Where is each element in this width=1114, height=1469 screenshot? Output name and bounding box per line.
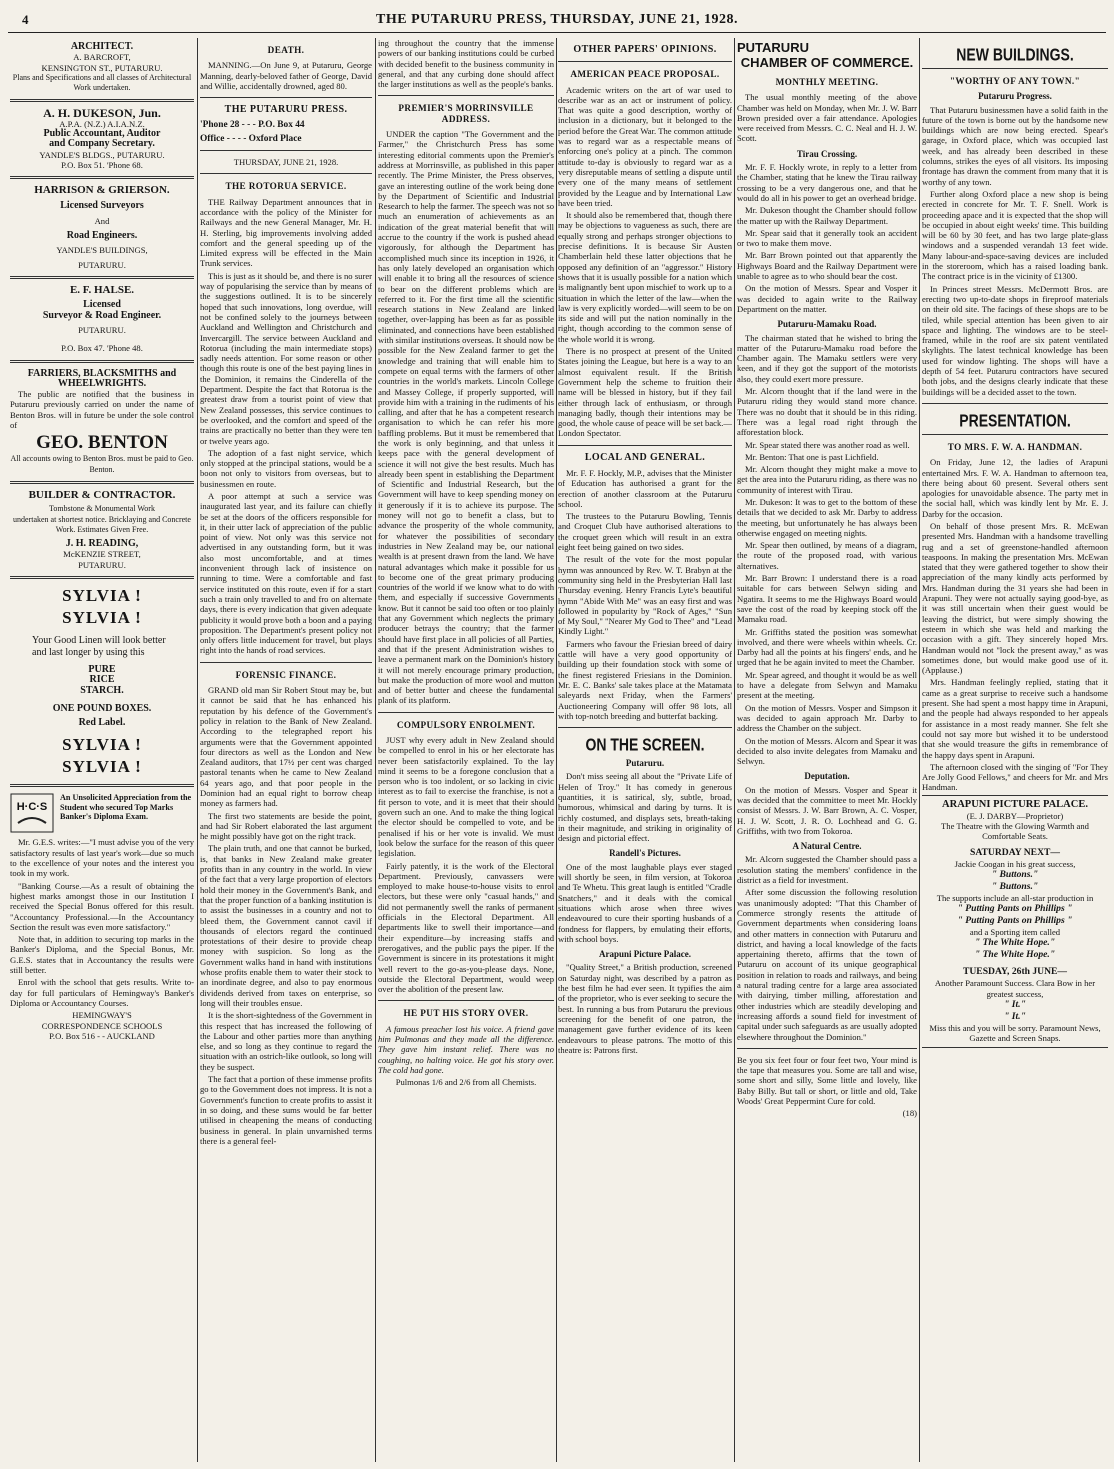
hcs-logo-icon: [10, 793, 54, 833]
column-1: [10, 38, 194, 1462]
rotorua-heading: THE ROTORUA SERVICE.: [225, 181, 347, 192]
dukeson-ad: A. H. DUKESON, Jun. A.P.A. (N.Z.) A.I.A.N.Z. Public Accountant, Auditor and Company Secretary. YANDLE'S BLDGS., PUTARURU. P.O. Box 51. 'Phone 68.: [39, 106, 165, 170]
column-4: OTHER PAPERS' OPINIONS. AMERICAN PEACE PROPOSAL. Academic writers on the art of war used to describe war as an act or instrument of policy. That was quite a good description, worthy of inclusion in a dictionary, but it belonged to the period before the Great War. The common attitude was to regard war as a respectable means of enforcing one's policy at a pinch. The common attitude to-day is obviously to regard war as a very disreputable means of settling a dispute until every one of the many means of settlement provided by the League and by International Law have been tried. It should also be remembered that, though there may be objections to vagueness as such, there are equally strong and perhaps stronger objections to precise definitions. It is because Sir Austen Chamberlain held these latter objections that he opposed any definition of an "aggressor." History shows that it is usually possible for a nation which is malignantly bent upon mischief to work up to a situation in which the letter of the law—when the law is very explicitly worded—will seem to be on its side and will put the nation nominally in the right, though according to the common sense of the whole world it is wrong. There is no prospect at present of the United States joining the League, but here is a way to an almost equivalent result. If the British Government help the scheme to fruition their name will be blessed in history, but if they fail either through lack of enthusiasm, or through managing badly, though their intentions may be good, the whole cause of peace will be set back.—London Spectator. LOCAL AND GENERAL. Mr. F. F. Hockly, M.P., advises that the Minister of Education has authorised a grant for the erection of another classroom at the Putaruru school. The trustees to the Putaruru Bowling, Tennis and Croquet Club have authorised alterations to the croquet green which will result in an extra eight feet being gained on two sides. The result of the vote for the most popular hymn was announced by Rev. W. T. Brabyn at the community sing held in the Presbyterian Hall last Thursday evening. Henry Francis Lyte's beautiful hymn "Abide With Me" was an easy first and was followed in popularity by "Rock of Ages," "Sun of My Soul," "Nearer My God to Thee" and "Lead Kindly Light." Farmers who favour the Friesian breed of dairy cattle will have a very good opportunity of building up their foundation stock with some of the finest registered Friesians in the Dominion. Mr. E. C. Banks' sale takes place at the Matamata saleyards next Friday, when the Farmers' Auctioneering Company will offer 98 lots, all with top-notch breeding and butterfat backing. ON THE SCREEN. Putaruru. Don't miss seeing all about the "Private Life of Helen of Troy." It has comedy in generous quantities, it is satirical, sly, subtle, broad, humorous, whimsical and daring by turns. It is richly costumed, and displays sets, breath-taking in their magnitude, and striking in originality of design and pictorial effect. Randell's Pictures. One of the most laughable plays ever staged will shortly be seen, in film version, at Tokoroa and Te Whetu. This great laugh is entitled "Cradle Snatchers," and it deals with the comical situations which arose when three wives endeavoured to cure their sporting husbands of a fondness for flappers, by emulating their efforts, with school boys. Arapuni Picture Palace. "Quality Street," a British production, screened on Saturday night, was described by a patron as the best film he had ever seen. It typifies the aim of the proprietor, who is ever seeking to secure the best. In running a bus from Putaruru the previous screening for the benefit of one patron, the management gave further evidence of its keen endeavours to please patrons. The motto of this theatre is: Patrons first.: [558, 44, 732, 1055]
opinions-heading: OTHER PAPERS' OPINIONS.: [573, 44, 717, 55]
column-rule: [734, 38, 735, 1462]
new-buildings-heading: NEW BUILDINGS.: [956, 44, 1074, 64]
column-2: DEATH. MANNING.—On June 9, at Putaruru, George Manning, dearly-beloved father of George, David and Willie, accidentally drowned, aged 80. THE PUTARURU PRESS. 'Phone 28 - - - P.O. Box 44 Office - - - - Oxford Place THURSDAY, JUNE 21, 1928. THE ROTORUA SERVICE. THE Railway Department announces that in accordance with the policy of the Minister for Railways and the new General Manager, Mr. H. H. Sterling, big improvements involving added comfort and the general speeding up of the Limited express will be effected in the Main Trunk services. This is just as it should be, and there is no surer way of popularising the service than by means of the suggestions outlined. It is to be sincerely hoped that such innovations, long overdue, will not be confined solely to the journeys between Auckland and Wellington and Christchurch and Invercargill. The service between Auckland and Rotorua (including the main intermediate stops) sadly needs attention. For some reason or other though this route is one of the best paying lines in the Dominion, it remains the Cinderella of the Department. Despite the fact that Rotorua is the greatest draw from a tourist point of view that New Zealand possesses, this service continues to be overlooked, and the comfort and speed of the trains are practically no better than they were ten or twelve years ago. The adoption of a fast night service, which only stopped at the principal stations, would be a boon not only to visitors from overseas, but to businessmen en route. A poor attempt at such a service was inaugurated last year, and its failure can chiefly be set at the doors of the officers responsible for it, in their utter lack of appreciation of the public point of view. Not only was this service not advertised in any outstanding form, but it was also most uncomfortable, and at times inconvenient through lack of insistence on running to time. Were a comfortable and fast service instituted on this route, even if for a start such a train only travelled to and fro on alternate days, there is every indication that given adequate publicity it would prove both a boon and a paying proposition. The Department's present policy not only offers little inducement for travel, but plays right into the hands of road services. FORENSIC FINANCE. GRAND old man Sir Robert Stout may be, but it cannot be said that he has enhanced his reputation by his defence of the Government's policy in relation to the Bank of New Zealand. According to the telegraphed report his arguments were that the Government appointed four directors as well as the London and New Zealand auditors, that 17½ per cent was charged pastoral tenants when he came to New Zealand 64 years ago, and that poor people in the Dominion had an equal right to borrow cheap money as farmers had. The first two statements are beside the point, and had Sir Robert elaborated the last argument he might possibly have got on the right track. The plain truth, and one that cannot be burked, is, that banks in New Zealand make greater profits than in any country in the world. In view of the fact that a very large proportion of electors hold their money in the Government's Bank, and that the proper function of a banking institution is to assist the businesses in a country and not to bleed them, the Government cannot cavil if thousands of electors regard the continued protestations of their desire to provide cheap money with suspicion. So long as the Government walks hand in hand with institutions whose profits enable them to water their stock to an inordinate degree, and also to pay enormous dividends derived from taxes on enterprise, so long will their troubles ensue. It is the short-sightedness of the Government in this respect that has increased the following of the Labour and other parties more than anything else, and so long as they continue to regard the situation with an ostrich-like outlook, so long will they be suspect. The fact that a portion of these immense profits go to the Government does not impress. It is not a Government's function to create profits to assist it in so doing, and these sums would be far better utilised in cheapening the means of conducting business in general. In plain unvarnished terms there is a general feel-: [200, 45, 372, 1146]
presentation-heading: PRESENTATION.: [959, 409, 1071, 430]
page-number: 4: [22, 12, 29, 27]
sylvia-starch-ad: SYLVIA ! SYLVIA ! Your Good Linen will look better and last longer by using this PURE RICE STARCH. ONE POUND BOXES. Red Label. SYLVIA ! SYLVIA !: [32, 585, 166, 777]
arapuni-picture-palace-ad: ARAPUNI PICTURE PALACE. (E. J. DARBY—Proprietor) The Theatre with the Glowing Warmth and Comfortable Seats. SATURDAY NEXT— Jackie Coogan in his great success, " Buttons." " Buttons." The supports include an all-star production in " Putting Pants on Phillips " " Putting Pants on Phillips " and a Sporting item called " The White Hope." " The White Hope." TUESDAY, 26th JUNE— Another Paramount Success. Clara Bow in her greatest success, " It." " It." Miss this and you will be sorry. Paramount News, Gazette and Screen Snaps.: [922, 795, 1108, 1048]
local-general-heading: LOCAL AND GENERAL.: [584, 451, 706, 463]
compulsory-heading: COMPULSORY ENROLMENT.: [396, 719, 536, 730]
story-heading: HE PUT HIS STORY OVER.: [403, 1008, 529, 1019]
harrison-grierson-ad: HARRISON & GRIERSON. Licensed Surveyors And Road Engineers. YANDLE'S BUILDINGS, PUTARURU.: [34, 184, 170, 270]
paper-title: THE PUTARURU PRESS.: [224, 104, 348, 116]
forensic-heading: FORENSIC FINANCE.: [235, 669, 337, 680]
column-rule: [556, 38, 557, 1462]
farriers-ad: FARRIERS, BLACKSMITHS and WHEELWRIGHTS. The public are notified that the business in Putaruru previously carried on under the name of Benton Bros. will in future be under the sole control of GEO. BENTON All accounts owing to Benton Bros. must be paid to Geo. Benton.: [10, 367, 194, 474]
issue-date: THURSDAY, JUNE 21, 1928.: [233, 157, 339, 168]
column-rule: [197, 38, 198, 1462]
column-5: PUTARURU CHAMBER OF COMMERCE. MONTHLY MEETING. The usual monthly meeting of the above Chamber was held on Monday, when Mr. J. W. Barr Brown presided over a fair attendance. Apologies were received from Messrs. C. C. Neal and H. J. W. Scott. Tirau Crossing. Mr. F. F. Hockly wrote, in reply to a letter from the Chamber, stating that he knew the Tirau railway crossing to be a very dangerous one, and that he would do all in his power to get an overhead bridge. Mr. Dukeson thought the Chamber should follow the matter up with the Railway Department. Mr. Spear said that it generally took an accident or two to make them move. Mr. Barr Brown pointed out that apparently the Highways Board and the Railway Department were unable to agree as to who should bear the cost. On the motion of Messrs. Spear and Vosper it was decided to again write to the Railway Department on the matter. Putaruru-Mamaku Road. The chairman stated that he wished to bring the matter of the Putaruru-Mamaku road before the Chamber again. The Mamaku settlers were very keen, and if they got the support of the motorists also, they could exert more pressure. Mr. Alcorn thought that if the land were in the Putaruru riding they would stand more chance. There was no doubt that it should be in this riding. There was a legal road right through the afforestation block. Mr. Spear stated there was another road as well. Mr. Benton: That one is past Lichfield. Mr. Alcorn thought they might make a move to get the area into the Putaruru riding, as there was no community of interest with Tirau. Mr. Dukeson: It was to get to the bottom of these details that we decided to ask Mr. Darby to address the meeting, but unfortunately he has always been otherwise engaged on meeting nights. Mr. Spear then outlined, by means of a diagram, the route of the proposed road, with various alternatives. Mr. Barr Brown: I understand there is a road suitable for cars between Selwyn siding and Ngatira. It seems to me the Highways Board would save the cost of the road by keeping stock off the Mamaku road. Mr. Griffiths stated the position was somewhat involved, and there were wheels within wheels. Cr. Darby had all the points at his fingers' ends, and he urged that he be again invited to meet the Chamber. Mr. Spear agreed, and thought it would be as well to have a delegate from Selwyn and Mamaku present at the meeting. On the motion of Messrs. Vosper and Simpson it was decided to again approach Mr. Darby to address the Chamber on the subject. On the motion of Messrs. Alcorn and Spear it was decided to also invite delegates from Mamaku and Selwyn. Deputation. On the motion of Messrs. Vosper and Spear it was decided that the committee to meet Mr. Hockly consist of Messrs. J. W. Barr Brown, A. C. Vosper, H. J. W. Scott, J. R. O. Lochhead and G. G. Griffiths, with two from Tokoroa. A Natural Centre. Mr. Alcorn suggested the Chamber should pass a resolution stating the members' confidence in the district as a field for investment. After some discussion the following resolution was unanimously adopted: "That this Chamber of Commerce strongly resents the attitude of Government departments when considering loans and other matters in connection with Putaruru and district, and having a local knowledge of the facts appertaining thereto, affirms that the town of Putaruru on account of its unique geographical position in relation to roads and railways, and being a natural trading centre for a large area associated with dairying, timber milling, afforestation and other industries which are steadily developing and increasing affords a sound field for investment of capital under such safeguards as are usually adopted elsewhere throughout the Dominion." Be you six feet four or four feet two, Your mind is the tape that measures you. Some are tall and wise, some short and silly, Some little and lovely, like Baby Billy. But tall or short, or little and old, Take Woods' Great Peppermint Cure for cold. (18): [737, 40, 917, 1119]
builder-ad: BUILDER & CONTRACTOR. Tombstone & Monumental Work undertaken at shortest notice. Bricklaying and Concrete Work. Estimates Given Free. J. H. READING, McKENZIE STREET, PUTARURU.: [13, 488, 191, 570]
column-rule: [919, 38, 920, 1462]
chamber-heading: PUTARURU: [737, 40, 809, 55]
halse-ad: E. F. HALSE. Licensed Surveyor & Road Engineer. PUTARURU. P.O. Box 47. 'Phone 48.: [42, 284, 162, 354]
architect-ad: ARCHITECT. A. BARCROFT, KENSINGTON ST., PUTARURU. Plans and Specifications and all classes of Architectural Work undertaken.: [12, 41, 192, 93]
on-the-screen-heading: ON THE SCREEN.: [585, 734, 705, 755]
hemingway-ad: H·C·S An Unsolicited Appreciation from the Student who secured Top Marks Banker's Diploma Exam. Mr. G.E.S. writes:—"I must advise you of the very satisfactory results of last year's work—due so much to the excellence of your notes and the interest you took in my work. "Banking Course.—As a result of obtaining the highest marks amongst those in our Institution I received the Special Bonus offered for this result. "Accountancy Professional.—In the Accountancy Section the result was even more satisfactory." Note that, in addition to securing top marks in the Banker's Diploma, and the Special Bonus, Mr. G.E.S. states that in Accountancy the results were still better. Enrol with the school that gets results. Write to-day for full particulars of Hemingway's Banker's Diploma or Accountancy Courses. HEMINGWAY'S CORRESPONDENCE SCHOOLS P.O. Box 516 - - AUCKLAND: [10, 793, 194, 1041]
death-notice: MANNING.—On June 9, at Putaruru, George Manning, dearly-beloved father of George, David and Willie, accidentally drowned, aged 80.: [200, 60, 372, 91]
masthead-title: THE PUTARURU PRESS, THURSDAY, JUNE 21, 1928.: [376, 12, 738, 27]
svg-text:H·C·S: H·C·S: [16, 801, 48, 814]
column-rule: [375, 38, 376, 1462]
masthead: [8, 6, 1106, 33]
premier-heading: PREMIER'S MORRINSVILLE ADDRESS.: [398, 103, 534, 124]
column-3: ing throughout the country that the immense powers of our banking institutions could be curbed with decided benefit to the business community in general, and that any curbing done should affect the larger institutions as well as the people's banks. PREMIER'S MORRINSVILLE ADDRESS. UNDER the caption "The Government and the Farmer," the Christchurch Press has some interesting editorial comments upon the Premier's address at Morrinsville, as published in this paper recently. The Prime Minister, the Press observes, gave an interesting outline of the work being done by the Department of Scientific and Industrial Research to help the farmer. The speech was not so much an enumeration of achievements as an indication of the great material benefit that will accrue to the country if the work is pushed ahead vigorously, for although the Department has accomplished much since its inception in 1926, it has only lately developed an organisation which will enable it to bring all the resources of science to bear on the different problems which are referred to it. For the first time all the scientific research stations in New Zealand are linked together, over-lapping has been as far as possible eliminated, and connections have been established with similar institutions overseas. It should now be possible for the New Zealand farmer to get the knowledge and training that will enable him to compete on equal terms with the farmers of other countries in the world's markets. Lincoln College and Massey College, if properly supported, will provide him with a training in the rudiments of his calling, and after that he has a competent research organisation to which he can refer his more baffling problems. But it must be remembered that the work is only beginning, and that unless it keeps pace with the general development of science it will not give the best results. Much has already been spent in establishing the Department of Scientific and Industrial Research, but the Government will have to keep spending money on it generously if it is to achieve its purpose. The money will not go to benefit a class, but to advance the prosperity of the whole community, for whatever the possibilities of secondary industries in New Zealand may be, our national wealth is at present drawn from the land. We have natural advantages which make it possible for us to become one of the great primary producing countries of the world if we know what to do with them, and especially if successive Governments know. But it cannot be said too often or too plainly that any Government which neglects the primary producer betrays the country; that the farmer should have first place in all policies of all Parties, and that if the present Administration wishes to leave a permanent mark on the Dominion's history it will not merely encourage primary production, but make the production of more wool and mutton and of better butter and cheese the fundamental plank of its platform. COMPULSORY ENROLMENT. JUST why every adult in New Zealand should be compelled to enrol in his or her electorate has never been satisfactorily explained. To the lay mind it seems to be a foregone conclusion that a person who is too indolent, or so lacking in civic interest as to fail to exercise the franchise, is not a fit person to vote, and it is meet that their should govern such an one. And to make the thing logical the elector should be compelled to vote, and be penalised if his or her vote is invalid. We must look below the surface for the reason of this queer legislation. Fairly patently, it is the work of the Electoral Department. Previously, canvassers were employed to make house-to-house visits to enrol electors, but these were only "casual hands," and did not permanently swell the ranks of permanent officials in the Electoral Department. All departments like to swell their importance—and their expenditure—by increasing staffs and prerogatives, and the public pays the piper. If the Government is sincere in its protestations it might well revert to the go-as-you-please days. None, outside the Electoral Department, would weep over the abolition of the present law. HE PUT HIS STORY OVER. A famous preacher lost his voice. A friend gave him Pulmonas and they made all the difference. They gave him instant relief. There was no coughing, no halting voice. He got his story over. The cold had gone. Pulmonas 1/6 and 2/6 from all Chemists.: [378, 38, 554, 1088]
column-6: NEW BUILDINGS. "WORTHY OF ANY TOWN." Putaruru Progress. That Putaruru businessmen have a solid faith in the future of the town is borne out by the handsome new buildings which are now being erected. Spear's garage, in Oxford place, which was occupied last week, and has already been described in these columns, strikes the eyes of all visitors. Its imposing frontage has drawn the comment from many that it is worthy of any town. Further along Oxford place a new shop is being erected in concrete for Mr. T. F. Snell. Work is proceeding apace and it is expected that the shop will be occupied in about eight weeks' time. This building will be 60 by 30 feet, and has two large plate-glass windows and a suspended verandah 13 feet wide. Many labour-and-space-saving devices are included in the storeroom, which has a raised loading bank. The contract price is in the vicinity of £1300. In Princes street Messrs. McDermott Bros. are erecting two up-to-date shops in fireproof materials on their old site. The facings of these shops are to be tiled, while special attention has been given to air space and lighting. The windows are to be steel-framed, while in the roof are six patent ventilated skylights. The latest technical knowledge has been used for window lighting. The shops will have a depth of 54 feet. Putaruru contractors have secured both jobs, and the designs clearly indicate that these buildings will be a decided asset to the town. PRESENTATION. TO MRS. F. W. A. HANDMAN. On Friday, June 12, the ladies of Arapuni entertained Mrs. F. W. A. Handman to afternoon tea, there being about 60 present. Several others sent apologies for unavoidable absence. The party met in the social hall, which was kindly lent by Mr. E. J. Darby for the occasion. On behalf of those present Mrs. R. McEwan presented Mrs. Handman with a handsome travelling rug and a set of greenstone-handled afternoon teaspoons. In making the presentation Mrs. McEwan stated that they were gathered together to show their appreciation of the many kindly acts performed by Mrs. Handman during the 31 years she had been in Arapuni. They were not actually saying good-bye, as it was still uncertain when their guest would be leaving the district, but were simply showing the esteem in which she was held and marking the occasion with a gift. They sincerely hoped Mrs. Handman would not "lock the present away," as was sometimes done, but would make good use of it. (Applause.) Mrs. Handman feelingly replied, stating that it came as a great surprise to receive such a handsome present. She had spent a most happy time in Arapuni, and the people had always responded to her appeals for assistance in a most ready manner. She felt she could not say more but wished it to be understood that she would treasure the gifts in remembrance of the happy days spent in Arapuni. The afternoon closed with the singing of "For They Are Jolly Good Fellows," and cheers for Mr. and Mrs Handman. ARAPUNI PICTURE PALACE. (E. J. DARBY—Proprietor) The Theatre with the Glowing Warmth and Comfortable Seats. SATURDAY NEXT— Jackie Coogan in his great success, " Buttons." " Buttons." The supports include an all-star production in " Putting Pants on Phillips " " Putting Pants on Phillips " and a Sporting item called " The White Hope." " The White Hope." TUESDAY, 26th JUNE— Another Paramount Success. Clara Bow in her greatest success, " It." " It." Miss this and you will be sorry. Paramount News, Gazette and Screen Snaps.: [922, 38, 1108, 1462]
woods-peppermint-ad: Be you six feet four or four feet two, Your mind is the tape that measures you. Some are tall and wise, some short and silly, Some little and lovely, like Baby Billy. But tall or short, or little and old, Take Woods' Great Peppermint Cure for cold.: [737, 1054, 917, 1107]
